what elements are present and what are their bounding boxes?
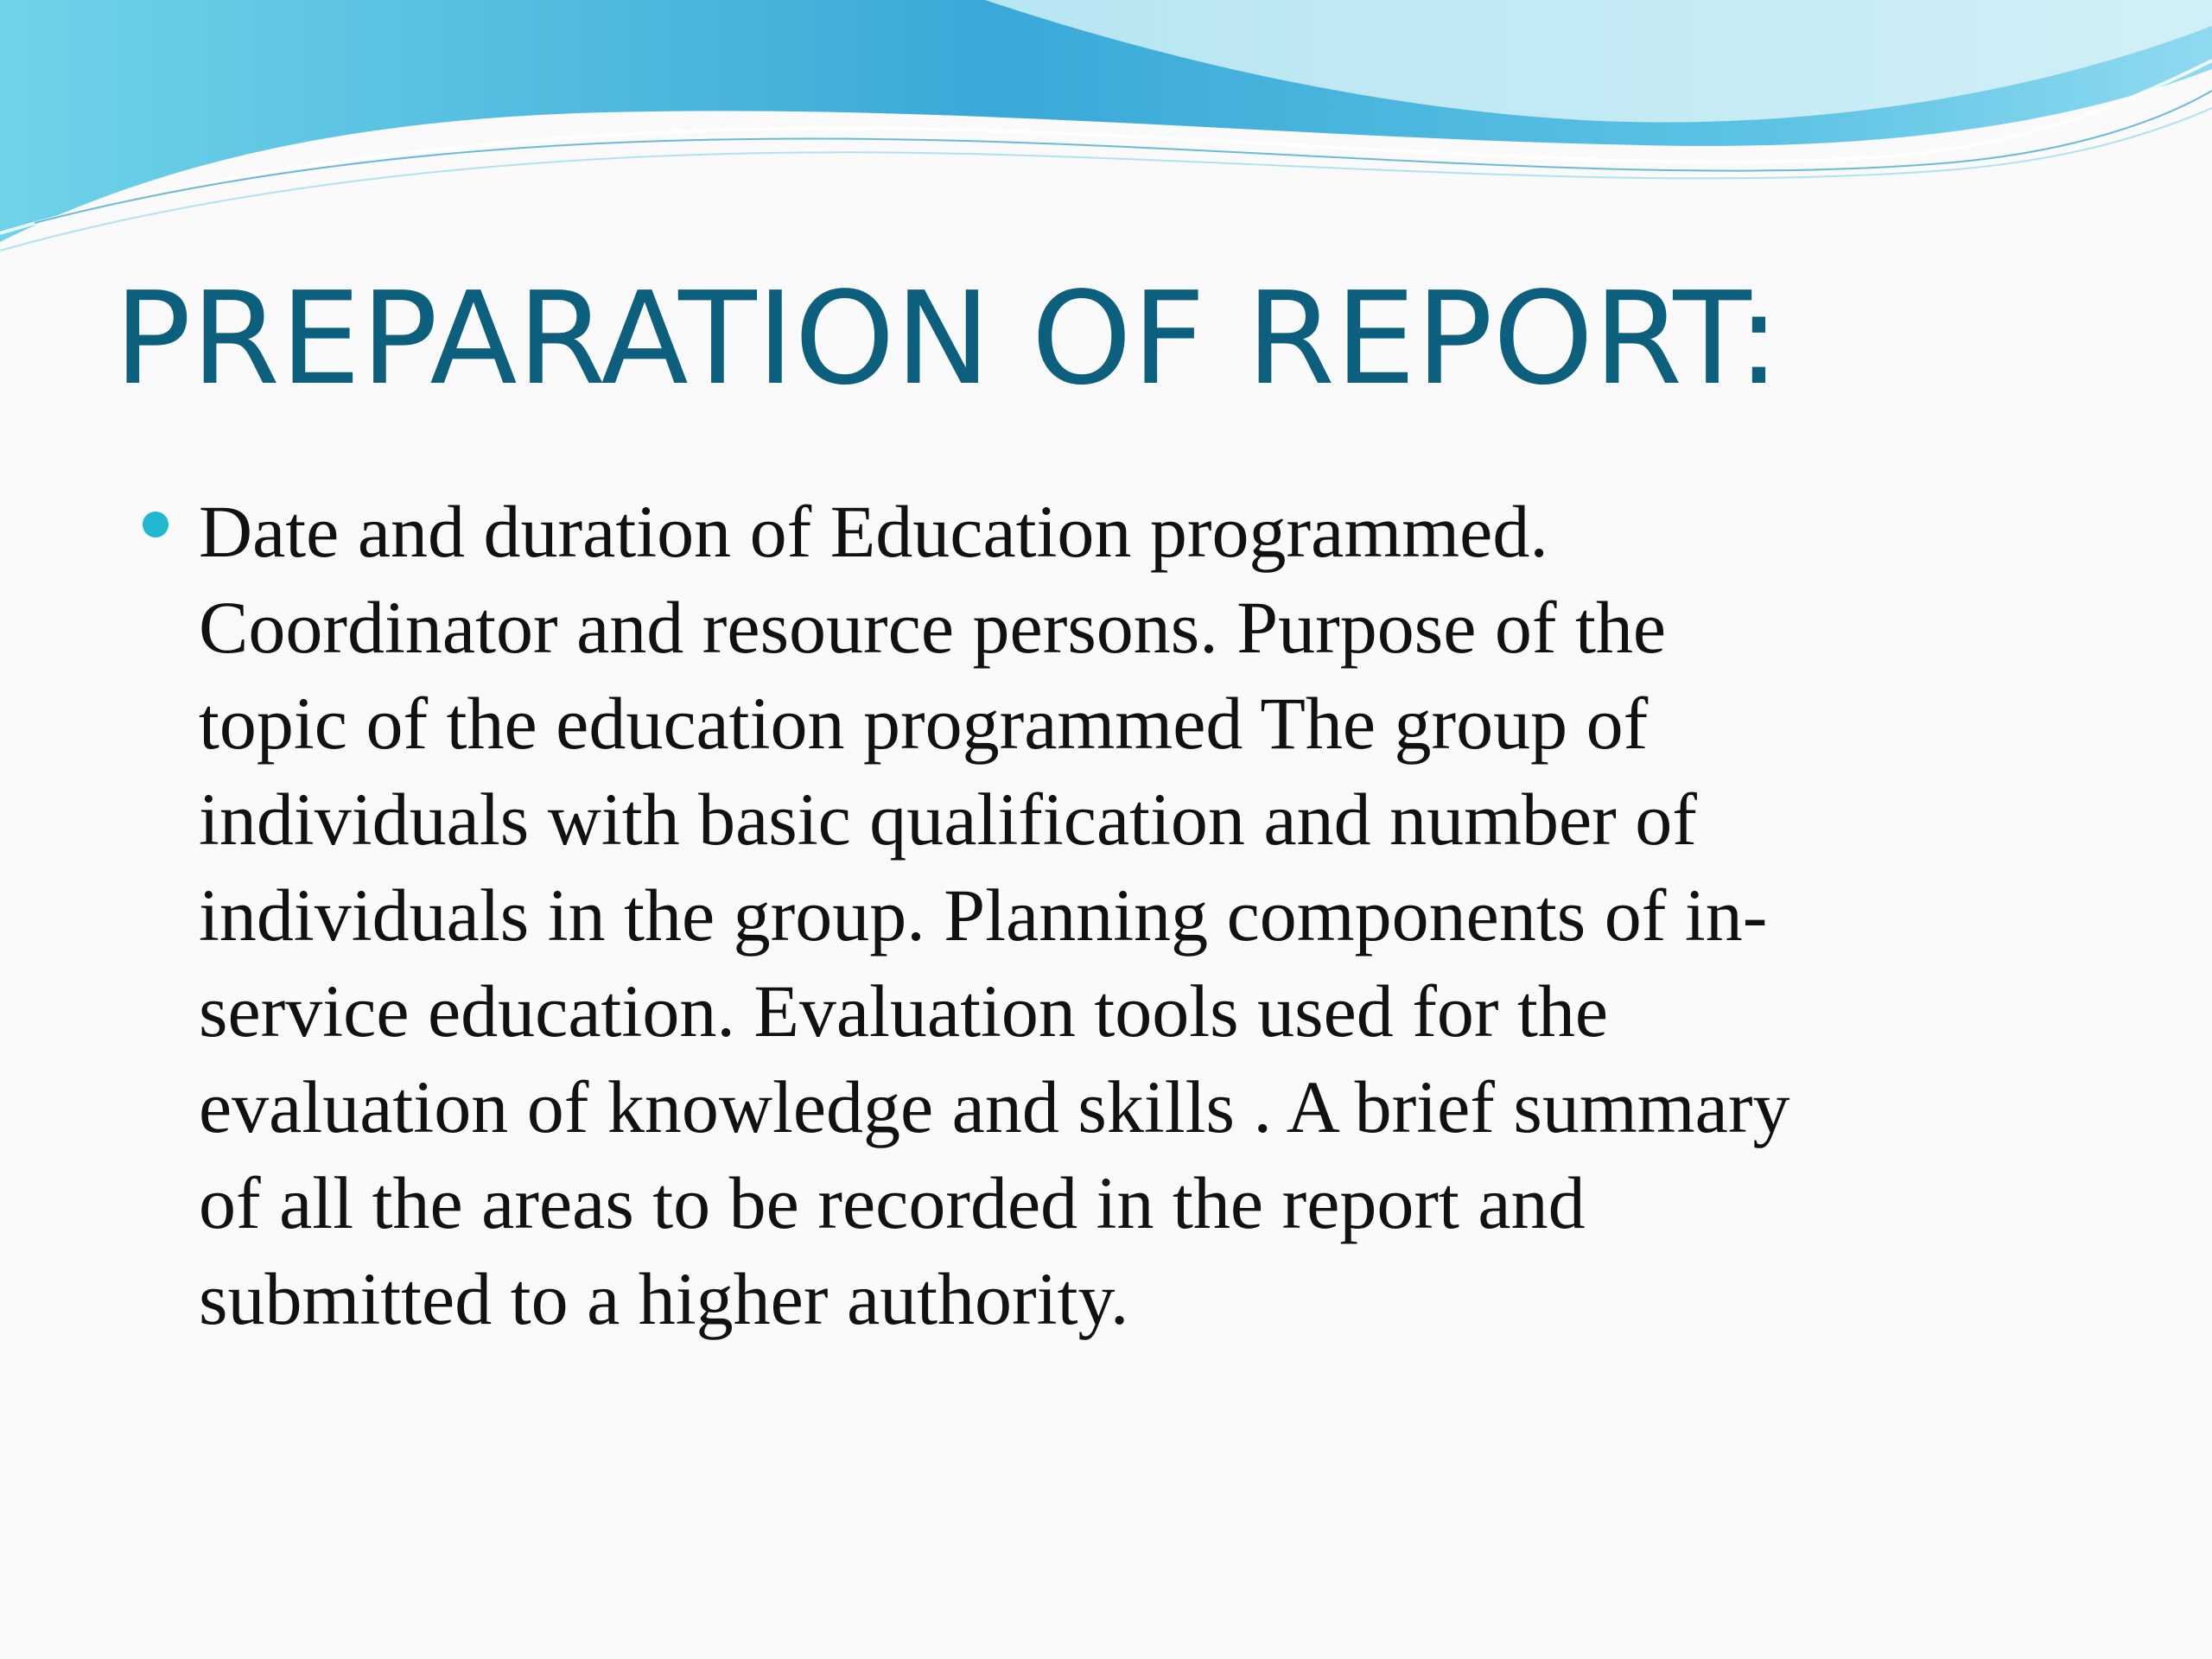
bullet-item [138,484,2082,1347]
wave-header-decoration [0,0,2212,259]
bullet-dot-icon [143,512,168,537]
bullet-text: Date and duration of Education programmed. Coordinator and resource persons. Purpose of the topic of the education programmed The group of individuals with basic qualification and number of individuals in the group. Planning components of in- service education. Evaluation tools used for the evaluation of knowledge and skills . A brief summary of all the areas to be recorded in the report and submitted to a higher authority. [199,490,1790,1340]
bullet-list [138,484,2082,1347]
slide-title: PREPARATION OF REPORT: [114,264,1781,413]
